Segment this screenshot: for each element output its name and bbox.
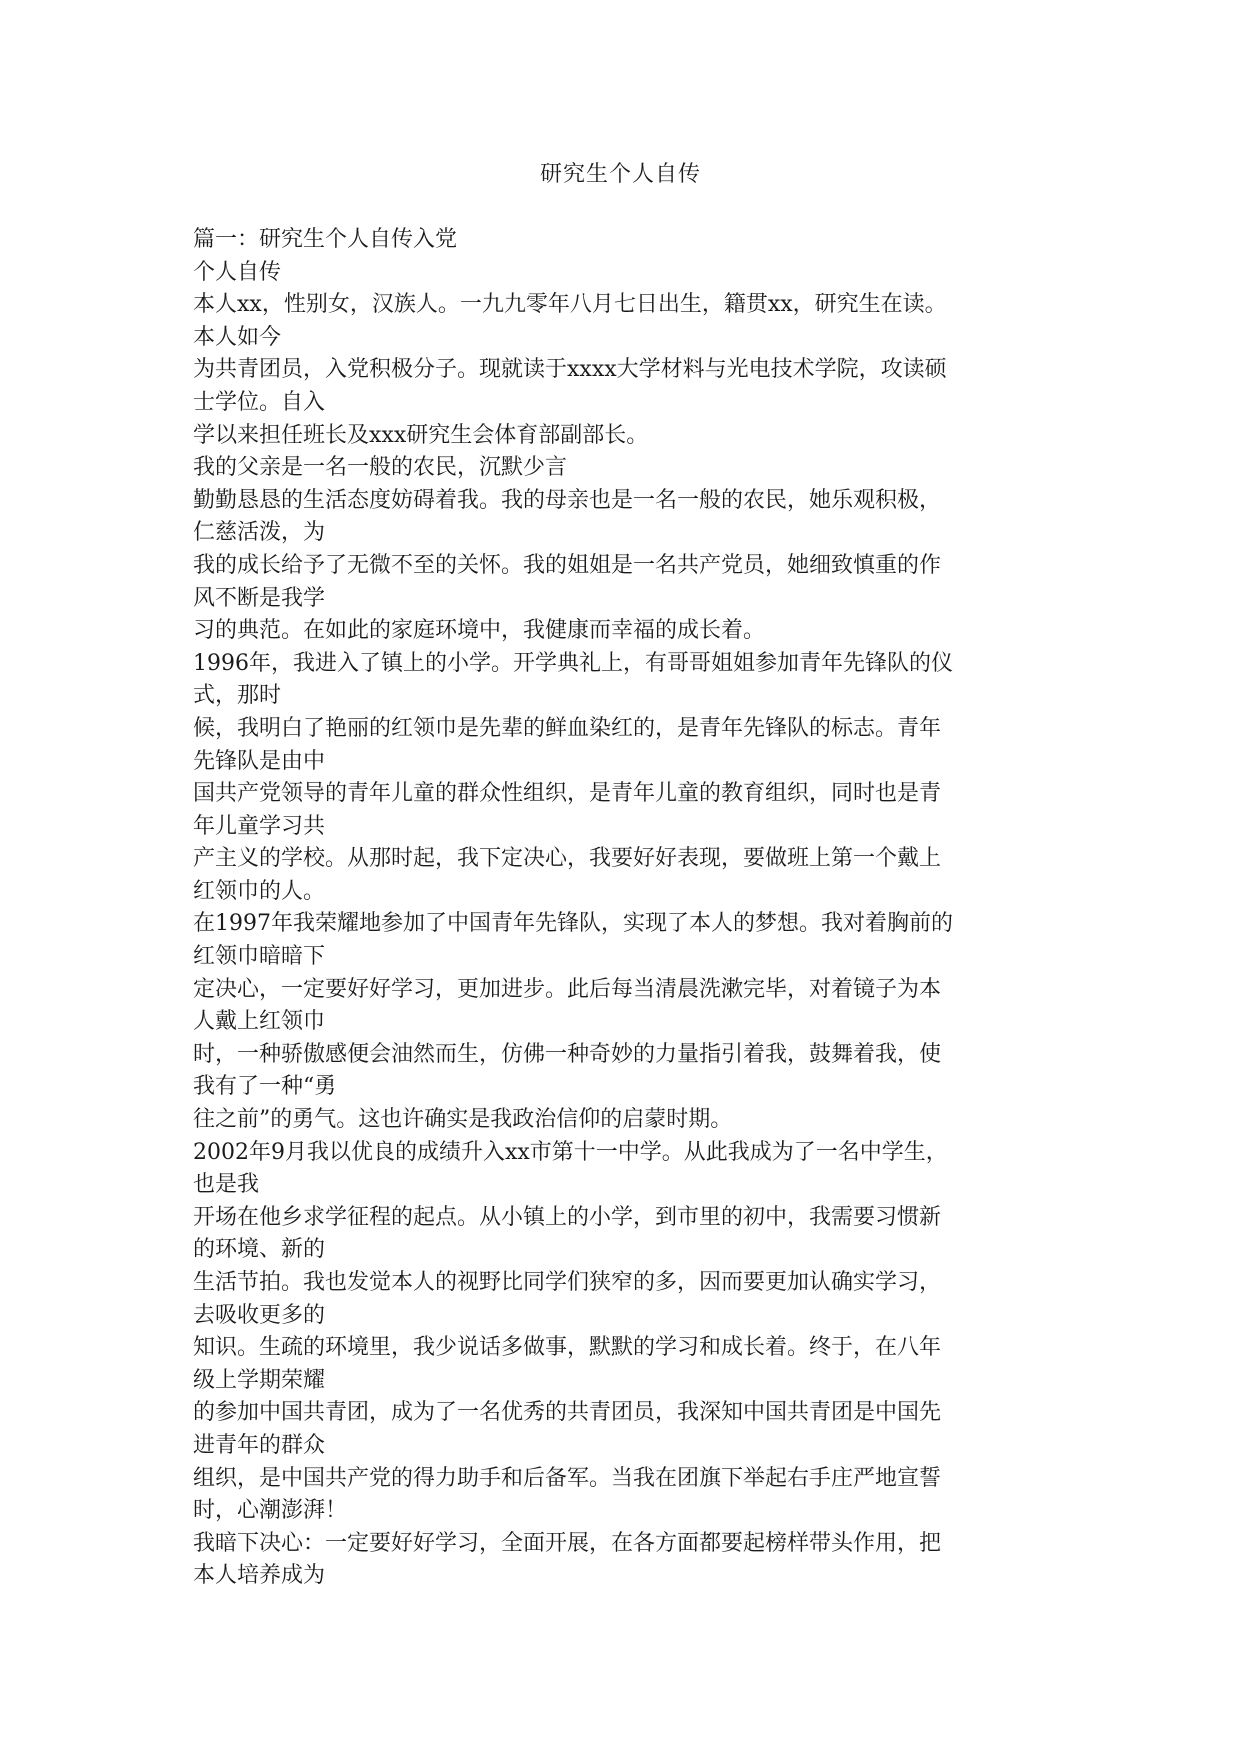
text-line: 定决心，一定要好好学习，更加进步。此后每当清晨洗漱完毕，对着镜子为本 — [193, 976, 942, 1002]
text-line: 的参加中国共青团，成为了一名优秀的共青团员，我深知中国共青团是中国先 — [193, 1400, 942, 1426]
document-body — [193, 224, 1053, 1593]
text-line: 产主义的学校。从那时起，我下定决心，我要好好表现，要做班上第一个戴上 — [193, 846, 942, 872]
text-line: 也是我 — [193, 1172, 260, 1198]
text-line: 知识。生疏的环境里，我少说话多做事，默默的学习和成长着。终于，在八年 — [193, 1335, 942, 1361]
text-line: 生活节拍。我也发觉本人的视野比同学们狭窄的多，因而要更加认确实学习， — [193, 1270, 942, 1295]
text-line: 的环境、新的 — [193, 1237, 326, 1263]
text-line: 士学位。自入 — [193, 389, 326, 415]
text-line: 人戴上红领巾 — [193, 1009, 326, 1035]
text-line: 年儿童学习共 — [193, 813, 326, 839]
text-line: 式，那时 — [193, 683, 282, 709]
text-line: 为共青团员，入党积极分子。现就读于xxxx大学材料与光电技术学院，攻读硕 — [193, 357, 947, 383]
text-line: 组织，是中国共产党的得力助手和后备军。当我在团旗下举起右手庄严地宣誓 — [193, 1465, 942, 1491]
text-line: 在1997年我荣耀地参加了中国青年先锋队，实现了本人的梦想。我对着胸前的 — [193, 911, 953, 937]
text-line: 国共产党领导的青年儿童的群众性组织，是青年儿童的教育组织，同时也是青 — [193, 781, 942, 807]
text-line: 我的父亲是一名一般的农民，沉默少言 — [193, 455, 568, 481]
text-line: 学以来担任班长及xxx研究生会体育部副部长。 — [193, 422, 649, 448]
text-line: 候，我明白了艳丽的红领巾是先辈的鲜血染红的，是青年先锋队的标志。青年 — [193, 715, 942, 741]
text-line: 勤勤恳恳的生活态度妨碍着我。我的母亲也是一名一般的农民，她乐观积极， — [193, 487, 942, 513]
document-title: 研究生个人自传 — [539, 162, 701, 187]
text-line: 篇一：研究生个人自传入党 — [193, 227, 458, 252]
text-line: 开场在他乡求学征程的起点。从小镇上的小学，到市里的初中，我需要习惯新 — [193, 1204, 942, 1230]
text-line: 本人xx，性别女，汉族人。一九九零年八月七日出生，籍贯xx，研究生在读。 — [193, 292, 947, 318]
text-line: 本人如今 — [193, 324, 282, 350]
text-line: 红领巾的人。 — [193, 878, 326, 904]
text-line: 仁慈活泼，为 — [193, 520, 326, 546]
text-line: 1996年，我进入了镇上的小学。开学典礼上，有哥哥姐姐参加青年先锋队的仪 — [193, 650, 953, 676]
text-line: 我有了一种“勇 — [193, 1074, 337, 1100]
text-line: 级上学期荣耀 — [193, 1367, 326, 1393]
text-line: 时，心潮澎湃！ — [193, 1498, 348, 1524]
text-line: 个人自传 — [193, 259, 282, 285]
text-line: 先锋队是由中 — [193, 748, 326, 774]
text-line: 时，一种骄傲感便会油然而生，仿佛一种奇妙的力量指引着我，鼓舞着我，使 — [193, 1041, 942, 1067]
text-line: 我暗下决心：一定要好好学习，全面开展，在各方面都要起榜样带头作用，把 — [193, 1530, 942, 1556]
text-line: 风不断是我学 — [193, 585, 326, 611]
text-line: 习的典范。在如此的家庭环境中，我健康而幸福的成长着。 — [193, 618, 766, 644]
text-line: 往之前”的勇气。这也许确实是我政治信仰的启蒙时期。 — [193, 1107, 733, 1133]
text-line: 红领巾暗暗下 — [193, 944, 326, 970]
text-line: 本人培养成为 — [193, 1563, 326, 1589]
text-line: 2002年9月我以优良的成绩升入xx市第十一中学。从此我成为了一名中学生， — [193, 1139, 948, 1165]
text-line: 进青年的群众 — [193, 1432, 326, 1458]
text-line: 我的成长给予了无微不至的关怀。我的姐姐是一名共产党员，她细致慎重的作 — [193, 552, 942, 578]
text-line: 去吸收更多的 — [193, 1302, 326, 1328]
